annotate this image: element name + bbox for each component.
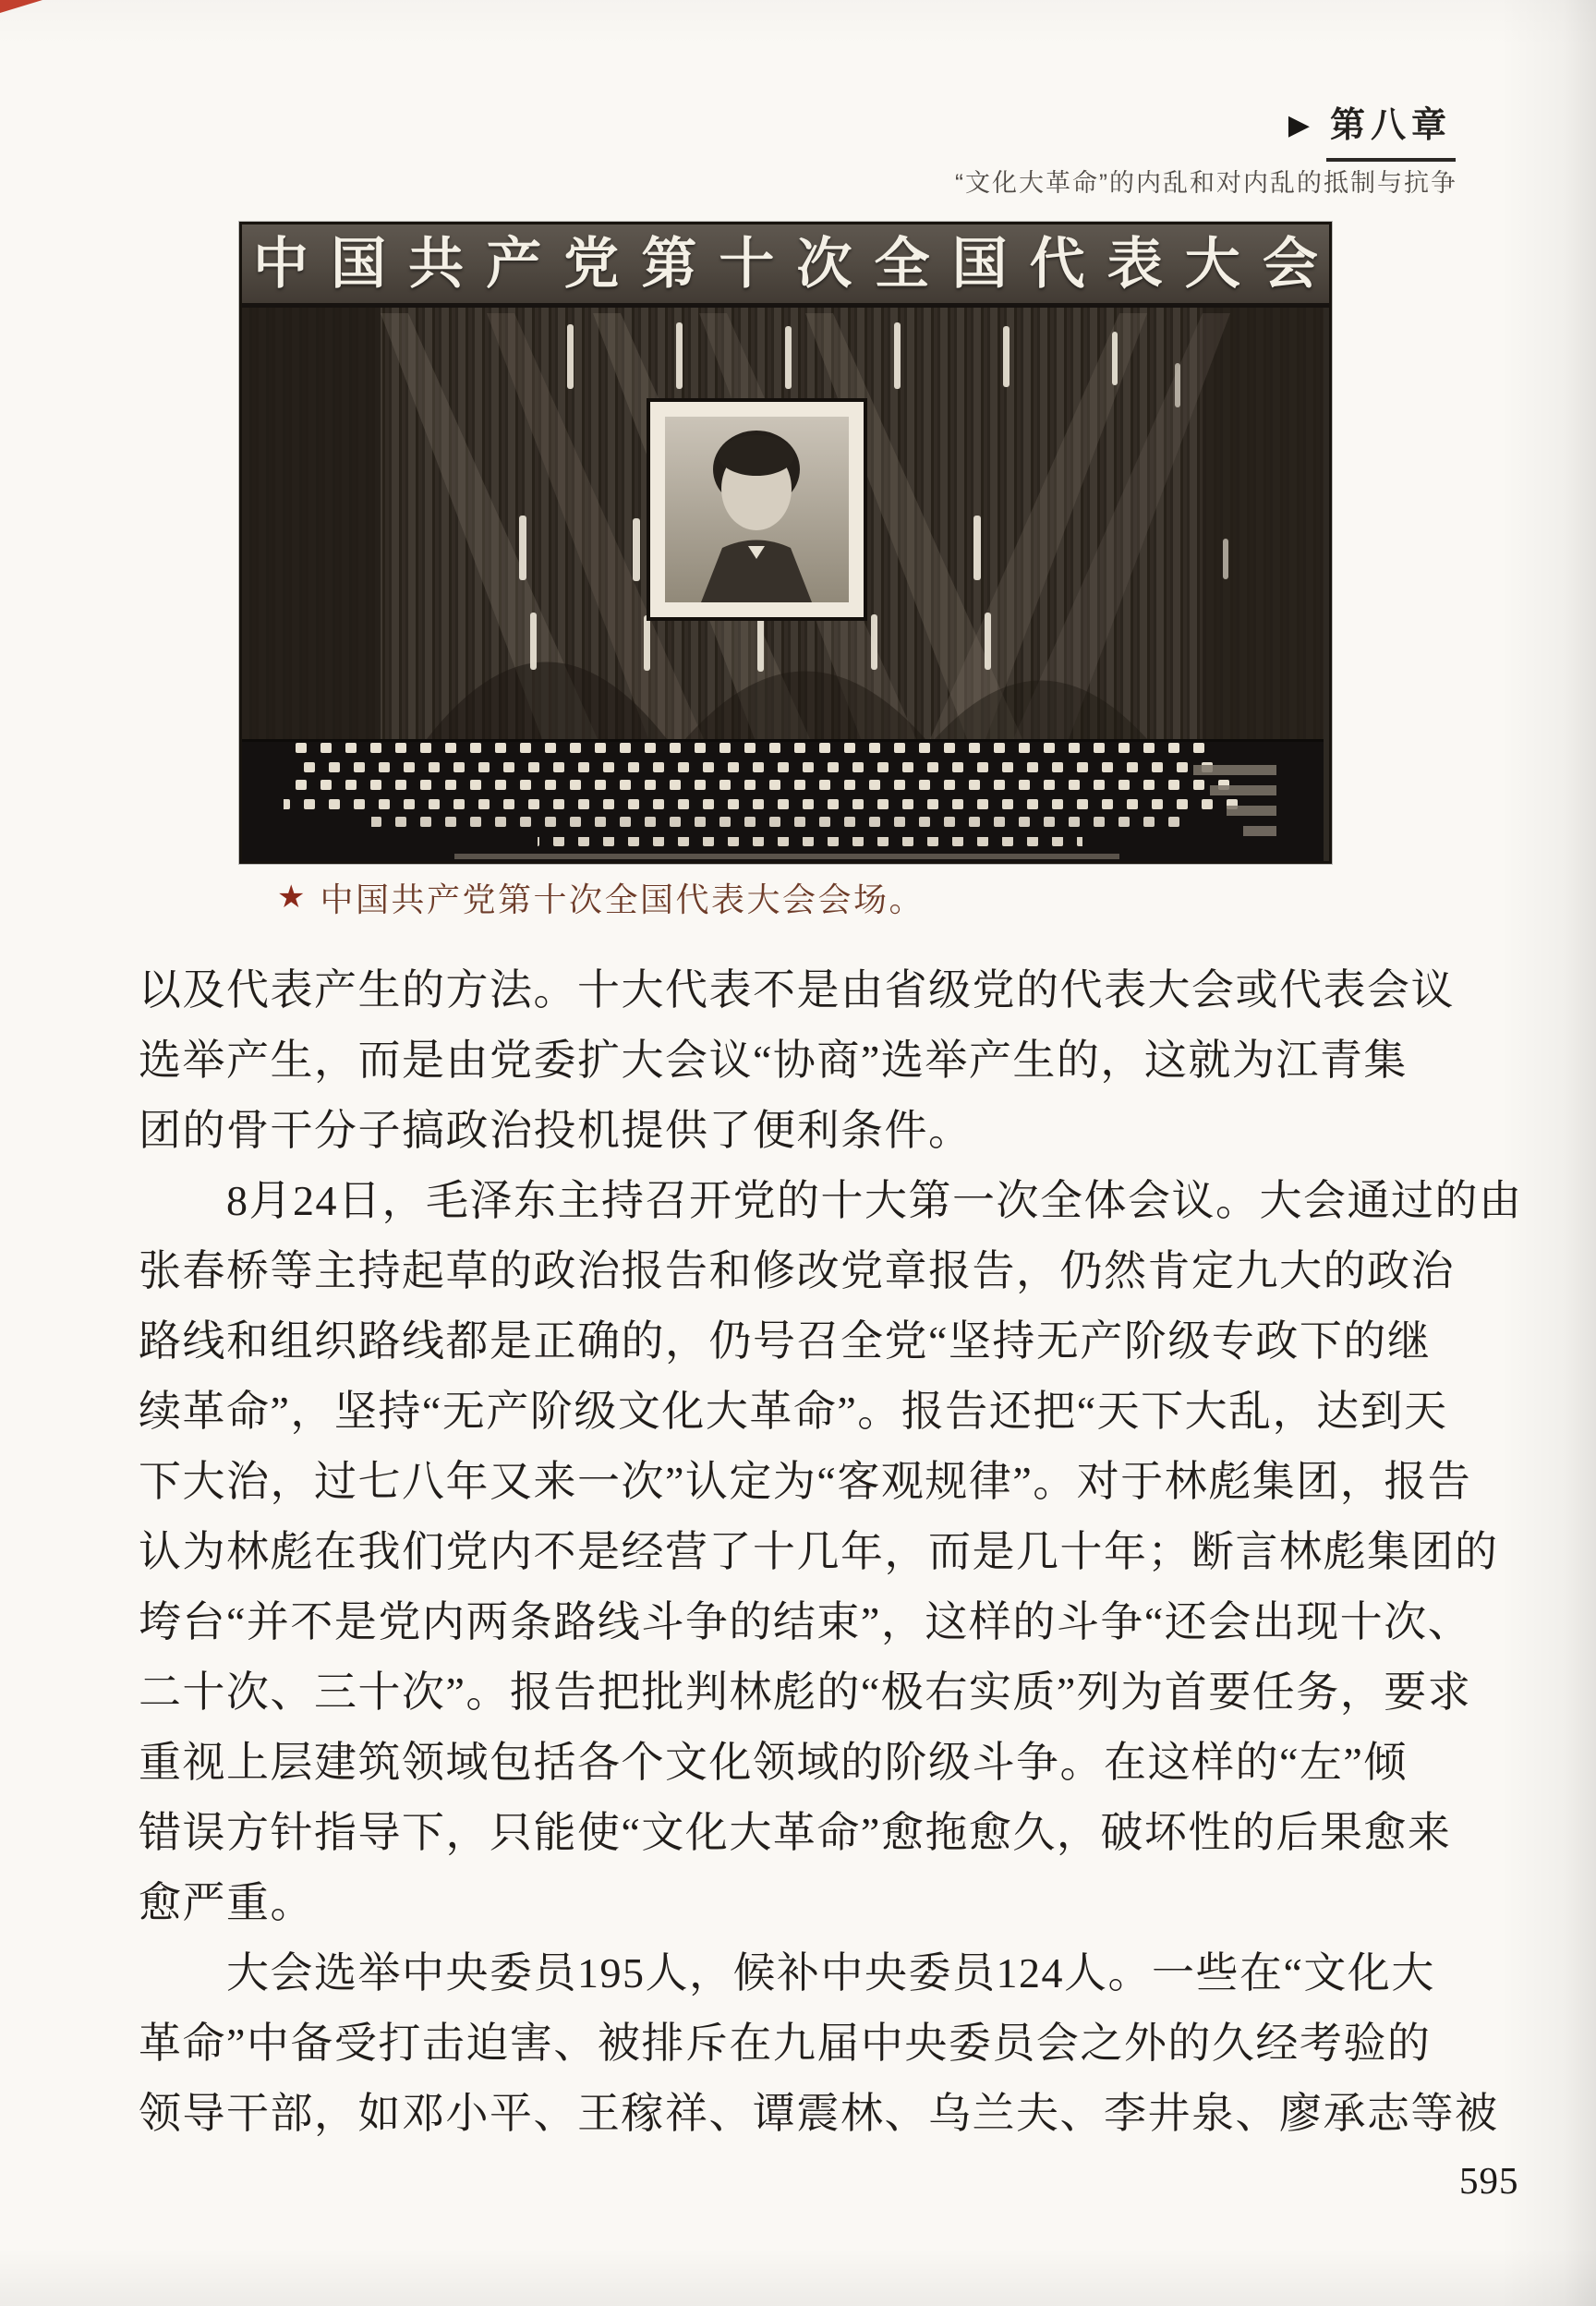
- text-line: 革命”中备受打击迫害、被排斥在九届中央委员会之外的久经考验的: [139, 2020, 1432, 2067]
- paragraph: [139, 1166, 1523, 1938]
- banner-char: 十: [719, 233, 775, 295]
- text-line: 愈严重。: [139, 1879, 314, 1926]
- banner-char: 会: [1262, 233, 1318, 295]
- text-line: 下大治，过七八年又来一次”认定为“客观规律”。对于林彪集团，报告: [139, 1458, 1472, 1505]
- text-line: 认为林彪在我们党内不是经营了十几年，而是几十年；断言林彪集团的: [139, 1528, 1499, 1575]
- banner-char: 全: [874, 233, 930, 295]
- banner-char: 第: [641, 233, 697, 295]
- photo-caption: [277, 874, 925, 921]
- banner-char: 共: [408, 233, 465, 295]
- text-line: 二十次、三十次”。报告把批判林彪的“极右实质”列为首要任务，要求: [139, 1669, 1472, 1716]
- text-line: 8月24日，毛泽东主持召开党的十大第一次全体会议。大会通过的由: [139, 1177, 1523, 1224]
- banner-char: 国: [331, 233, 387, 295]
- banner-char: 中: [253, 233, 308, 295]
- mao-portrait: [648, 400, 865, 619]
- page-number: 595: [1459, 2159, 1519, 2202]
- photo-stage-illustration: [242, 308, 1324, 739]
- photo-delegates-illustration: [242, 739, 1324, 861]
- star-icon: ★: [277, 880, 306, 915]
- scan-corner-mark: [0, 0, 42, 13]
- banner-char: 大: [1184, 233, 1240, 295]
- text-line: 路线和组织路线都是正确的，仍号召全党“坚持无产阶级专政下的继: [139, 1317, 1432, 1365]
- banner-char: 代: [1029, 233, 1085, 295]
- chapter-subtitle: “文化大革命”的内乱和对内乱的抵制与抗争: [955, 169, 1457, 197]
- banner-char: 国: [951, 233, 1008, 295]
- text-line: 垮台“并不是党内两条路线斗争的结束”，这样的斗争“还会出现十次、: [139, 1598, 1472, 1645]
- triangle-marker-icon: ▶: [1288, 109, 1310, 140]
- banner-char: 次: [796, 233, 852, 295]
- body-text: [139, 955, 1523, 2149]
- paragraph: [139, 1938, 1499, 2149]
- text-line: 大会选举中央委员195人，候补中央委员124人。一些在“文化大: [139, 1949, 1435, 1997]
- text-line: 以及代表产生的方法。十大代表不是由省级党的代表大会或代表会议: [139, 966, 1455, 1013]
- banner-char: 党: [563, 233, 620, 295]
- text-line: 选举产生，而是由党委扩大会议“协商”选举产生的，这就为江青集: [139, 1037, 1408, 1084]
- text-line: 续革命”，坚持“无产阶级文化大革命”。报告还把“天下大乱，达到天: [139, 1388, 1448, 1435]
- banner-char: 产: [486, 233, 542, 295]
- paragraph: [139, 955, 1480, 1166]
- chapter-header: [1288, 96, 1456, 162]
- text-line: 团的骨干分子搞政治投机提供了便利条件。: [139, 1107, 973, 1154]
- chapter-title: 第八章: [1326, 96, 1456, 162]
- text-line: 领导干部，如邓小平、王稼祥、谭震林、乌兰夫、李井泉、廖承志等被: [139, 2090, 1499, 2137]
- congress-hall-photo: [239, 222, 1332, 864]
- text-line: 张春桥等主持起草的政治报告和修改党章报告，仍然肯定九大的政治: [139, 1247, 1455, 1294]
- text-line: 错误方针指导下，只能使“文化大革命”愈拖愈久，破坏性的后果愈来: [139, 1809, 1452, 1856]
- photo-caption-text: 中国共产党第十次全国代表大会会场。: [320, 881, 925, 918]
- photo-banner: [242, 225, 1329, 308]
- banner-char: 表: [1106, 233, 1163, 295]
- text-line: 重视上层建筑领域包括各个文化领域的阶级斗争。在这样的“左”倾: [139, 1739, 1408, 1786]
